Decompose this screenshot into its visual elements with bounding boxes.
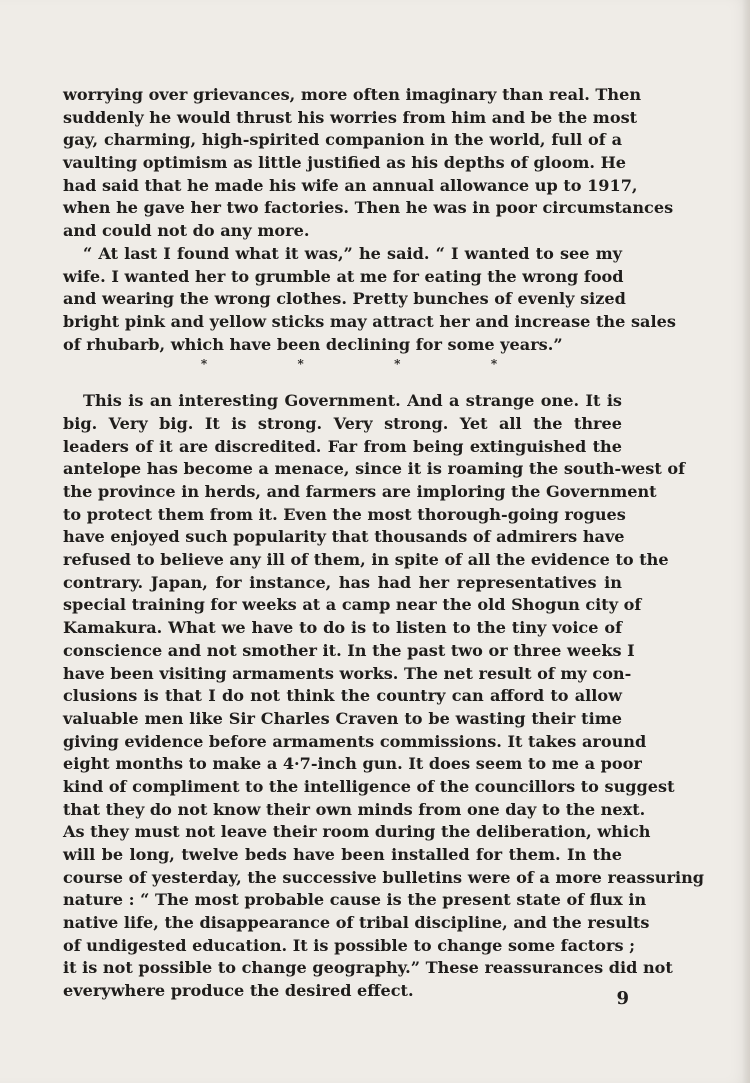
separator-star: * <box>297 357 304 371</box>
text-line: kind of compliment to the intelligence of the councillors to suggest <box>63 776 675 796</box>
text-line: wife. I wanted her to grumble at me for eating the wrong food <box>63 266 624 286</box>
text-line: native life, the disappearance of tribal discipline, and the results <box>63 913 650 933</box>
section-separator <box>198 354 500 374</box>
paragraph-1 <box>63 84 674 243</box>
text-line: and wearing the wrong clothes. Pretty bunches of evenly sized <box>63 289 626 309</box>
text-line: contrary. Japan, for instance, has had her representatives in <box>63 572 622 592</box>
text-line: leaders of it are discredited. Far from being extinguished the <box>63 436 622 456</box>
text-line: valuable men like Sir Charles Craven to be wasting their time <box>63 708 622 728</box>
text-line: worrying over grievances, more often imaginary than real. Then <box>63 85 642 104</box>
paragraph-3 <box>63 390 705 1003</box>
text-line: conscience and not smother it. In the past two or three weeks I <box>63 640 635 660</box>
text-line: gay, charming, high-spirited companion in the world, full of a <box>63 130 622 150</box>
body-text <box>63 84 705 1003</box>
text-line: everywhere produce the desired effect. <box>63 981 414 1001</box>
text-line: of rhubarb, which have been declining for some years.” <box>63 334 563 354</box>
text-line: the province in herds, and farmers are imploring the Government <box>63 482 657 501</box>
text-line: antelope has become a menace, since it is roaming the south-west of <box>63 459 686 479</box>
text-line: vaulting optimism as little justified as his depths of gloom. He <box>63 153 627 173</box>
text-line: to protect them from it. Even the most thorough-going rogues <box>63 504 626 524</box>
text-line: suddenly he would thrust his worries from him and be the most <box>63 107 638 127</box>
text-line: course of yesterday, the successive bulletins were of a more reassuring <box>63 867 705 887</box>
text-line: had said that he made his wife an annual allowance up to 1917, <box>63 175 638 195</box>
text-line: Kamakura. What we have to do is to listen to the tiny voice of <box>63 618 622 638</box>
text-line: have enjoyed such popularity that thousands of admirers have <box>63 527 625 547</box>
text-line: nature : “ The most probable cause is the present state of flux in <box>63 890 647 910</box>
text-line: This is an interesting Government. And a strange one. It is <box>83 391 622 411</box>
separator-star: * <box>394 357 401 371</box>
text-line: will be long, twelve beds have been installed for them. In the <box>63 845 622 864</box>
text-line: when he gave her two factories. Then he was in poor circumstances <box>63 198 674 218</box>
text-line: refused to believe any ill of them, in spite of all the evidence to the <box>63 550 669 570</box>
text-line: special training for weeks at a camp near the old Shogun city of <box>63 595 642 615</box>
text-line: have been visiting armaments works. The net result of my con- <box>63 663 632 683</box>
text-line: “ At last I found what it was,” he said. “ I wanted to see my <box>83 243 622 263</box>
text-line: bright pink and yellow sticks may attract her and increase the sales <box>63 311 676 331</box>
text-line: and could not do any more. <box>63 221 310 241</box>
text-line: that they do not know their own minds from one day to the next. <box>63 799 646 819</box>
text-line: big. Very big. It is strong. Very strong. Yet all the three <box>63 413 622 433</box>
separator-star: * <box>200 357 208 371</box>
text-line: clusions is that I do not think the country can afford to allow <box>63 686 622 706</box>
text-line: of undigested education. It is possible to change some factors ; <box>63 935 636 955</box>
separator-star: * <box>490 357 498 371</box>
paragraph-2 <box>63 243 676 356</box>
text-line: it is not possible to change geography.” These reassurances did not <box>63 958 673 978</box>
text-line: giving evidence before armaments commissions. It takes around <box>63 731 647 751</box>
text-line: eight months to make a 4·7-inch gun. It does seem to me a poor <box>63 754 642 774</box>
page-number: 9 <box>616 988 629 1009</box>
text-line: As they must not leave their room during the deliberation, which <box>63 822 651 842</box>
